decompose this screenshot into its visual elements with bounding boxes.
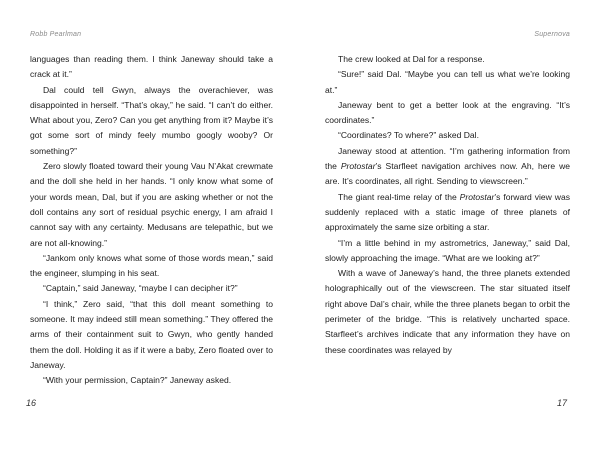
right-page bbox=[300, 0, 600, 450]
running-header-author: Robb Pearlman bbox=[30, 31, 82, 38]
right-page-body bbox=[325, 52, 570, 358]
paragraph: With a wave of Janeway’s hand, the three planets extended holographically out of the viewscreen. The star situated itself right above Dal’s chair, while the three planets began to orbit the perimeter of the bridge. “This is relatively uncharted space. Starfleet’s archives indicate that any information they have on these coordinates was relayed by bbox=[325, 268, 570, 355]
running-header-title: Supernova bbox=[534, 31, 570, 38]
paragraph: “Coordinates? To where?” asked Dal. bbox=[338, 130, 479, 141]
text-run: ’s Starfleet navigation archives now. Ah, here we are. It’s coordinates, all right. Sending to viewscreen.” bbox=[325, 161, 570, 187]
text-run: The giant real-time relay of the bbox=[338, 191, 460, 202]
text-run: Janeway stood at attention. “I’m gathering information from the bbox=[325, 145, 570, 172]
paragraph bbox=[325, 190, 570, 236]
paragraph bbox=[325, 144, 570, 190]
paragraph: The crew looked at Dal for a response. bbox=[338, 54, 485, 64]
paragraph: Dal could tell Gwyn, always the overachiever, was disappointed in herself. “That’s okay,” he said. “I can’t do either. What about you, Zero? Can you get anything from it? Maybe it’s got some sort of mindy feely mumbo googly wooby? Or something?” bbox=[30, 84, 273, 156]
page-number: 16 bbox=[26, 398, 37, 408]
paragraph: “I’m a little behind in my astrometrics, Janeway,” said Dal, slowly approaching the image. “What are we looking at?” bbox=[325, 237, 570, 263]
paragraph: “Jankom only knows what some of those words mean,” said the engineer, slumping in his seat. bbox=[30, 252, 273, 279]
left-page-body bbox=[30, 52, 273, 389]
page-number: 17 bbox=[556, 398, 567, 408]
paragraph: “I think,” Zero said, “that this doll meant something to someone. It may indeed still mean something.” They offered the arms of their containment suit to Gwyn, who gently handed them the doll. Holding it as if it were a baby, Zero floated over to Janeway. bbox=[30, 298, 273, 370]
ship-name: Protostar bbox=[340, 161, 376, 172]
paragraph: Zero slowly floated toward their young Vau N’Akat crewmate and the doll she held in her hands. “I only know what some of your words mean, Dal, but if you are asking whether or not the doll contains any sort of residual psychic energy, I am afraid I cannot say with any certainty. Medusans are telepathic, but we are not all-knowing.” bbox=[30, 161, 273, 248]
paragraph: Janeway bent to get a better look at the engraving. “It’s coordinates.” bbox=[325, 99, 570, 126]
paragraph: languages than reading them. I think Janeway should take a crack at it.” bbox=[30, 54, 273, 80]
paragraph: “Captain,” said Janeway, “maybe I can decipher it?” bbox=[43, 283, 238, 294]
text-run: ’s forward view was suddenly replaced with a static image of three planets of approximately the same size orbiting a star. bbox=[325, 191, 570, 233]
paragraph: “With your permission, Captain?” Janeway asked. bbox=[43, 375, 232, 386]
paragraph: “Sure!” said Dal. “Maybe you can tell us what we’re looking at.” bbox=[325, 69, 570, 95]
ship-name: Protostar bbox=[459, 191, 495, 202]
